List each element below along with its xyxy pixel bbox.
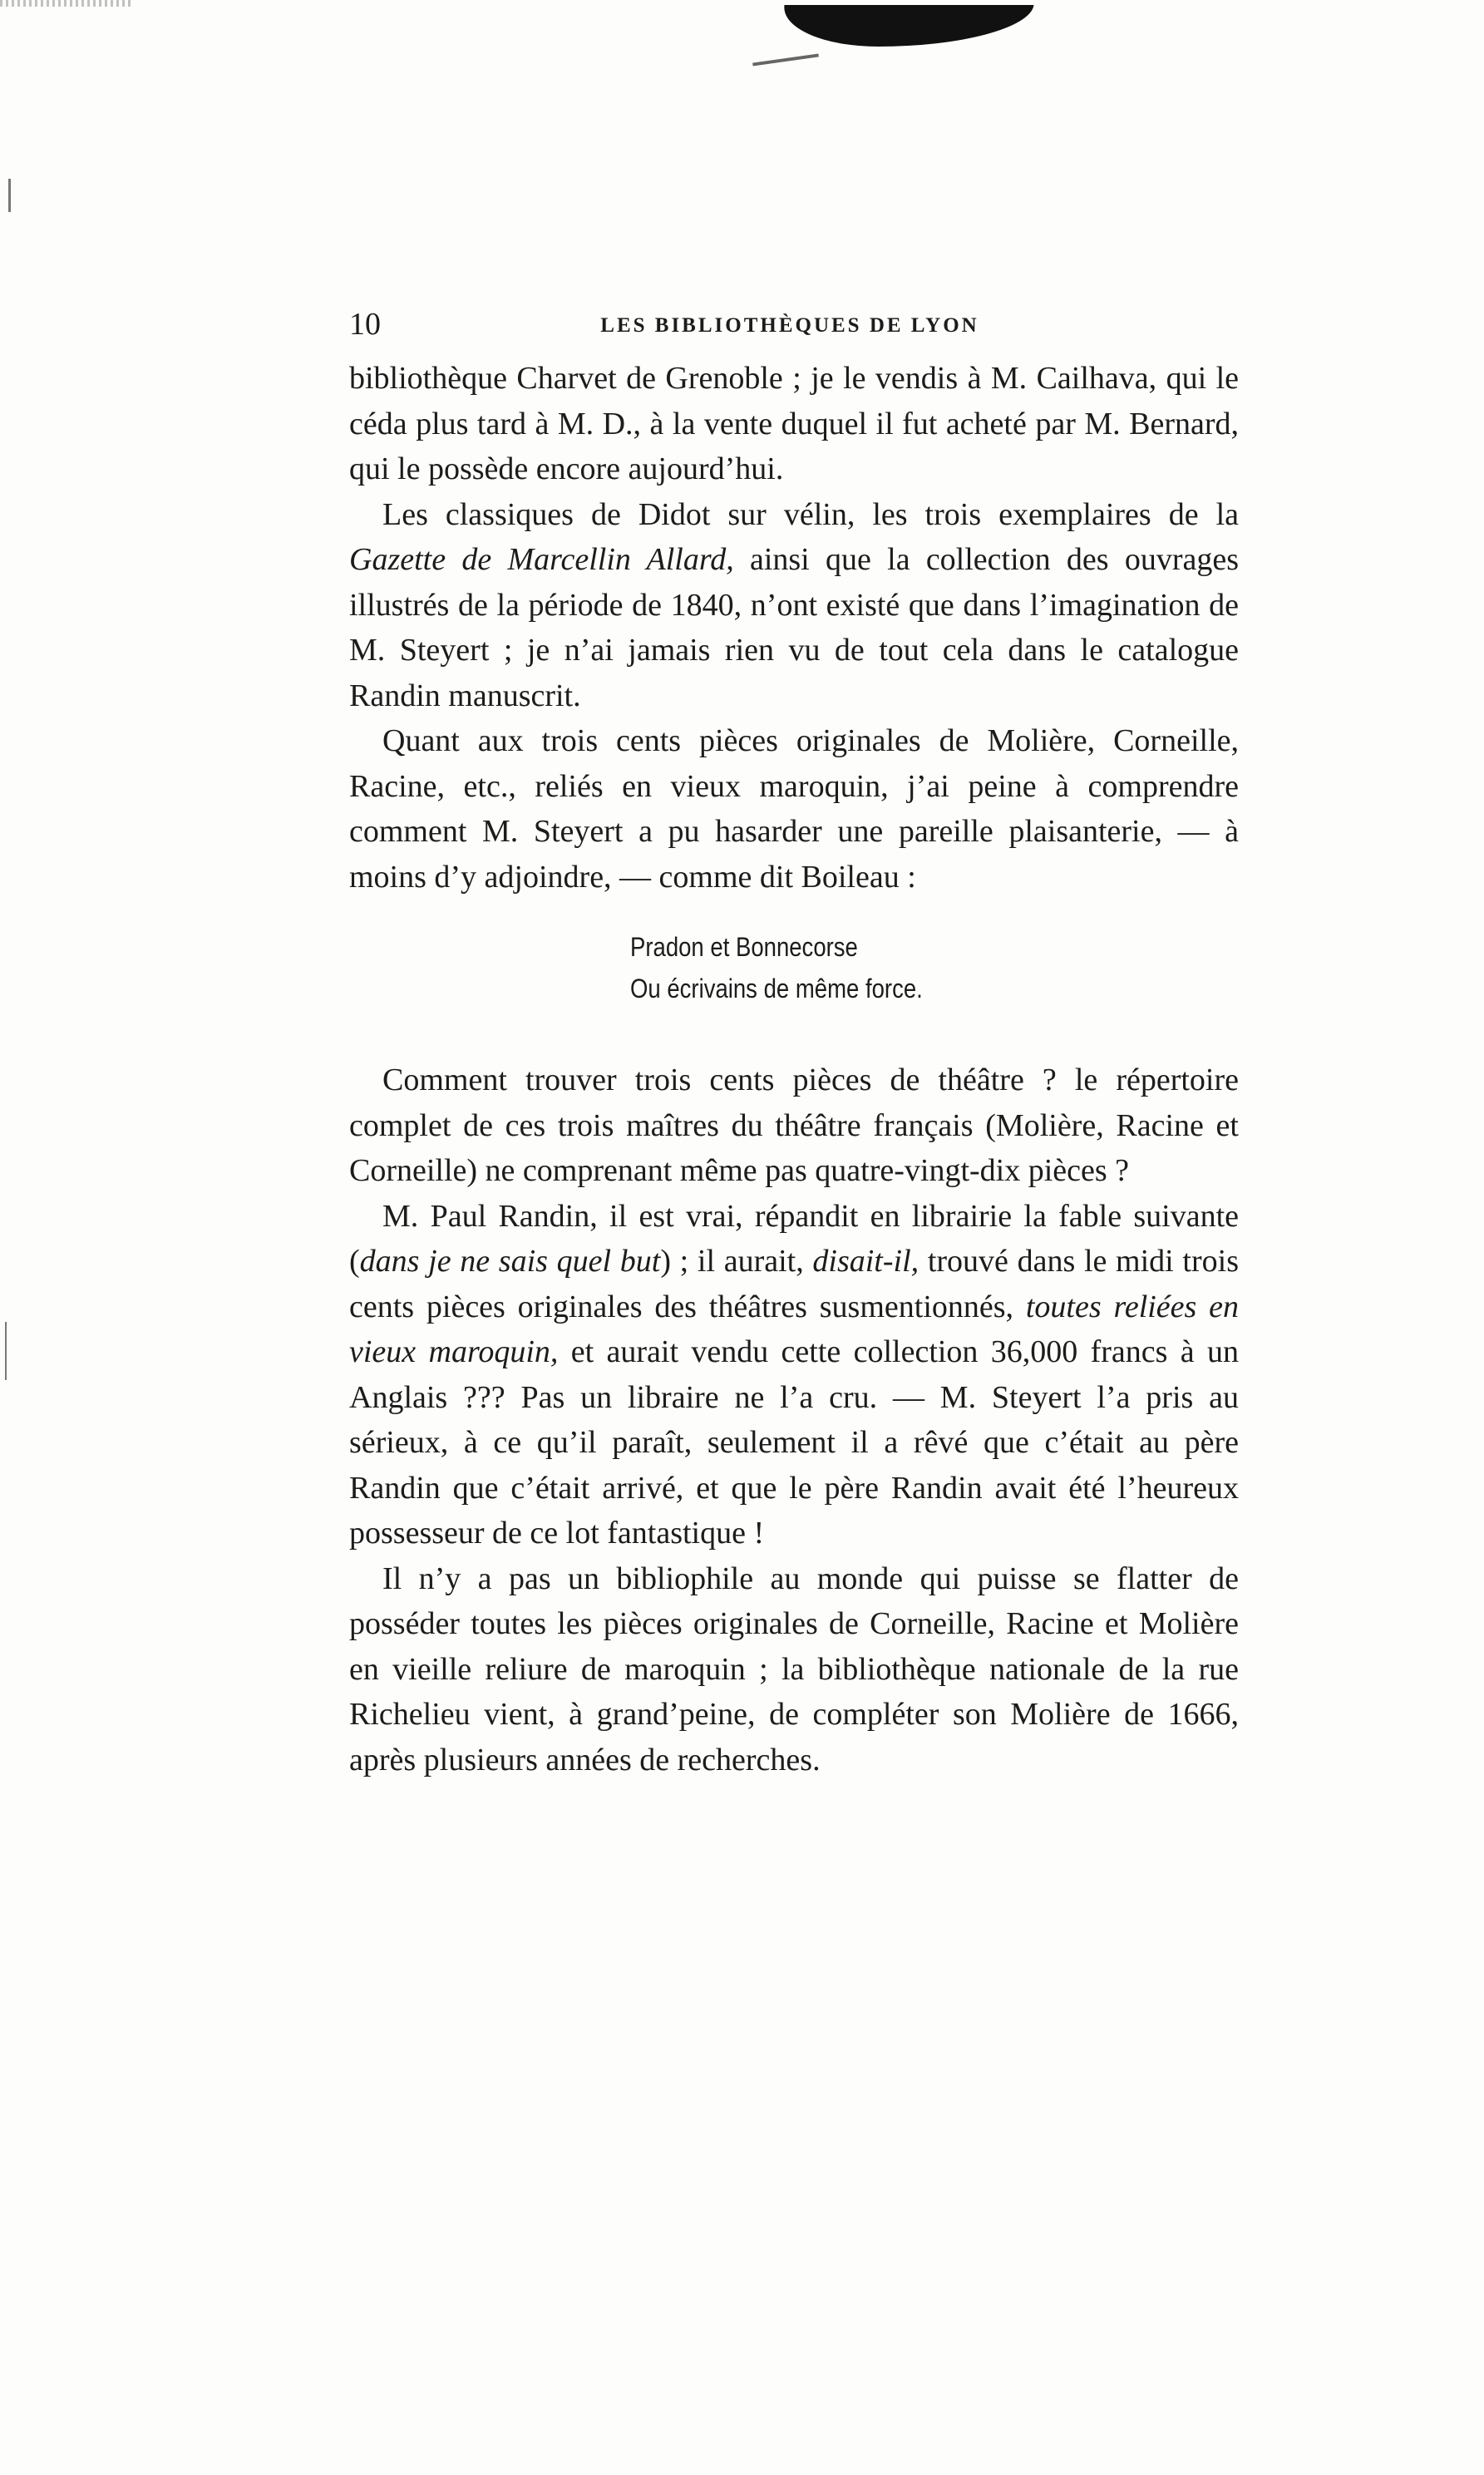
paragraph [349, 1194, 1239, 1556]
ink-blot [778, 5, 1033, 47]
text-segment: Quant aux trois cents pièces originales de Molière, Corneille, Racine, etc., reliés en vieux maroquin, j’ai peine à comprendre comment M. Steyert a pu hasarder une pareille plaisanterie, — à moins d’y adjoindre, — comme dit Boileau : [349, 723, 1239, 895]
italic-segment: Gazette de Marcellin Allard, [349, 542, 734, 577]
text-segment: Comment trouver trois cents pièces de théâtre ? le répertoire complet de ces trois maîtres du théâtre français (Molière, Racine et Corneille) ne comprenant même pas quatre-vingt-dix pièces ? [349, 1062, 1239, 1188]
paragraphs-after-quote [349, 1058, 1239, 1782]
paragraph [349, 492, 1239, 719]
italic-segment: dans je ne sais quel but [359, 1244, 661, 1279]
margin-mark [8, 179, 11, 212]
text-segment: Il n’y a pas un bibliophile au monde qui puisse se flatter de posséder toutes les pièces originales de Corneille, Racine et Molière en vieille reliure de maroquin ; la bibliothèque nationale de la rue Richelieu vient, à grand’peine, de compléter son Molière de 1666, après plusieurs années de recherches. [349, 1560, 1239, 1777]
italic-segment: toutes reliées en vieux maroquin, [349, 1289, 1240, 1369]
text-segment: trouvé dans le midi trois cents pièces originales des théâtres susmentionnés, [349, 1244, 1239, 1324]
paragraph [349, 356, 1239, 492]
text-segment: ) ; il aurait, [660, 1244, 813, 1279]
page-number: 10 [349, 307, 381, 342]
text-segment: ainsi que la collection des ouvrages illustrés de la période de 1840, n’ont existé que dans l’imagination de M. Steyert ; je n’ai jamais rien vu de tout cela dans le catalogue Randin manuscrit. [349, 542, 1240, 713]
italic-segment: disait-il, [812, 1244, 919, 1279]
paragraph [349, 1058, 1239, 1194]
verse-quotation [630, 926, 1154, 1009]
text-segment: et aurait vendu cette collection 36,000 francs à un Anglais ??? Pas un libraire ne l’a cru. — M. Steyert l’a pris au sérieux, à ce qu’il paraît, seulement il a rêvé que c’était au père Randin que c’était arrivé, et que le père Randin avait été l’heureux possesseur de ce lot fantastique ! [349, 1334, 1240, 1551]
paragraph [349, 1556, 1239, 1783]
running-title: LES BIBLIOTHÈQUES DE LYON [600, 314, 979, 337]
paragraph [349, 718, 1239, 900]
text-segment: bibliothèque Charvet de Grenoble ; je le vendis à M. Cailhava, qui le céda plus tard à M. D., à la vente duquel il fut acheté par M. Bernard, qui le possède encore aujourd’hui. [349, 361, 1239, 486]
body-text [349, 356, 1239, 1782]
margin-scratch-marks [0, 0, 133, 7]
quote-line: Ou écrivains de même force. [630, 974, 923, 1003]
running-header [349, 306, 1230, 343]
ink-smudge [752, 53, 819, 66]
text-segment: Les classiques de Didot sur vélin, les trois exemplaires de la [382, 496, 1239, 532]
quote-line: Pradon et Bonnecorse [630, 932, 858, 962]
text-segment: M. Paul Randin, il est vrai, répandit en librairie la fable suivante ( [349, 1198, 1239, 1279]
margin-mark [5, 1322, 7, 1380]
paragraphs-before-quote [349, 356, 1239, 900]
